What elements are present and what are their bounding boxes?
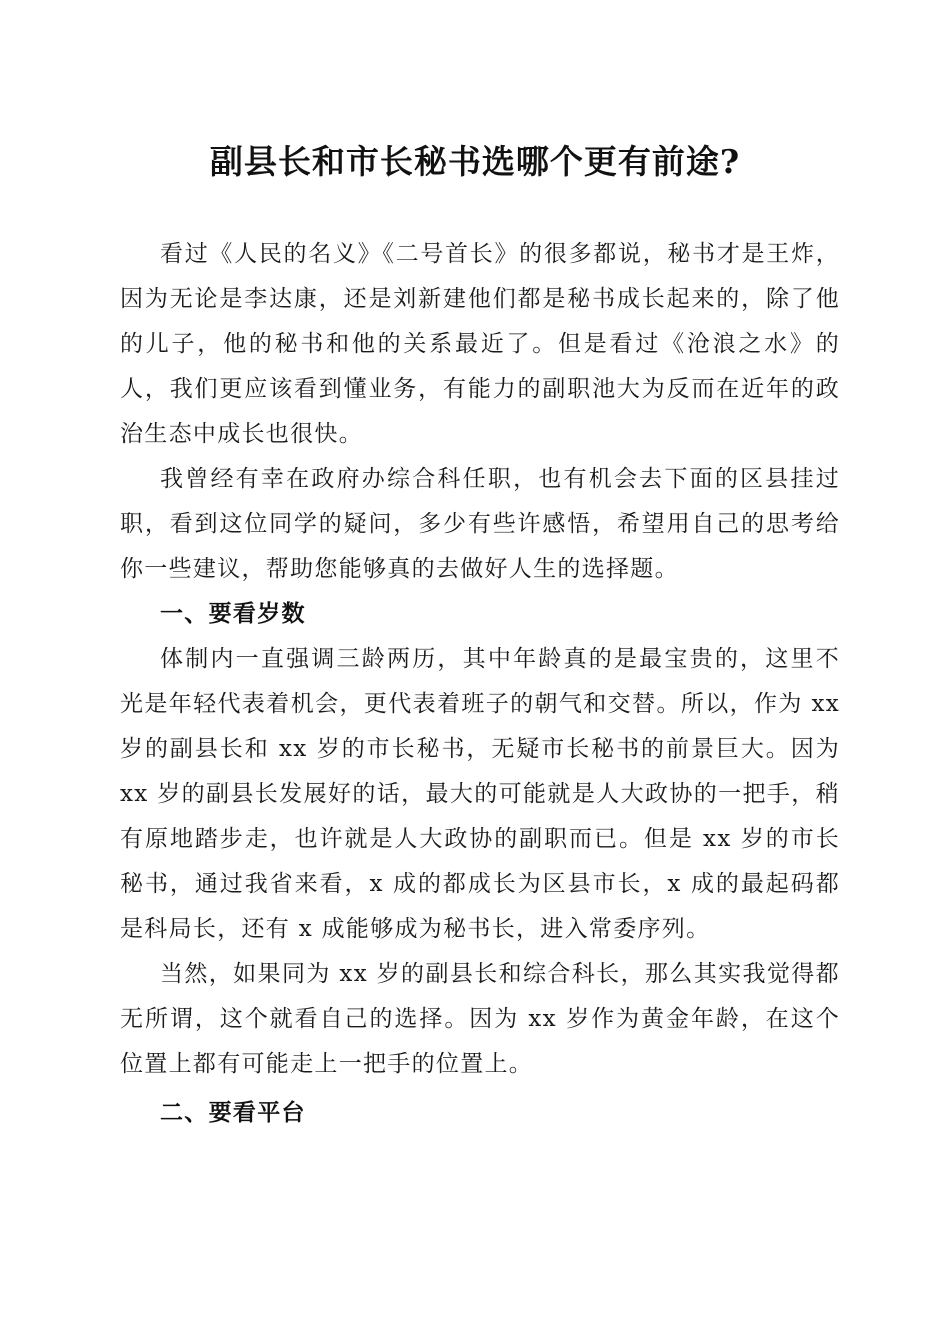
paragraph-age: 体制内一直强调三龄两历，其中年龄真的是最宝贵的，这里不光是年轻代表着机会，更代表着班子的朝气和交替。所以，作为 xx 岁的副县长和 xx 岁的市长秘书，无疑市长秘书的前景巨大。因为 xx 岁的副县长发展好的话，最大的可能就是人大政协的一把手，稍有原地踏步走，也许就是人大政协的副职而已。但是 xx 岁的市长秘书，通过我省来看，x 成的都成长为区县市长，x 成的最起码都是科局长，还有 x 成能够成为秘书长，进入常委序列。 (120, 646, 840, 942)
section-heading-age: 一、要看岁数 (160, 601, 306, 627)
paragraph-background: 我曾经有幸在政府办综合科任职，也有机会去下面的区县挂过职，看到这位同学的疑问，多少有些许感悟，希望用自己的思考给你一些建议，帮助您能够真的去做好人生的选择题。 (120, 466, 840, 582)
paragraph-age-note: 当然，如果同为 xx 岁的副县长和综合科长，那么其实我觉得都无所谓，这个就看自己的选择。因为 xx 岁作为黄金年龄，在这个位置上都有可能走上一把手的位置上。 (120, 961, 840, 1077)
paragraph-intro: 看过《人民的名义》《二号首长》的很多都说，秘书才是王炸，因为无论是李达康，还是刘新建他们都是秘书成长起来的，除了他的儿子，他的秘书和他的关系最近了。但是看过《沧浪之水》的人，我们更应该看到懂业务，有能力的副职池大为反而在近年的政治生态中成长也很快。 (120, 241, 840, 447)
document-title: 副县长和市长秘书选哪个更有前途? (209, 142, 741, 181)
section-heading-platform: 二、要看平台 (160, 1100, 306, 1126)
document-body (120, 232, 840, 1136)
